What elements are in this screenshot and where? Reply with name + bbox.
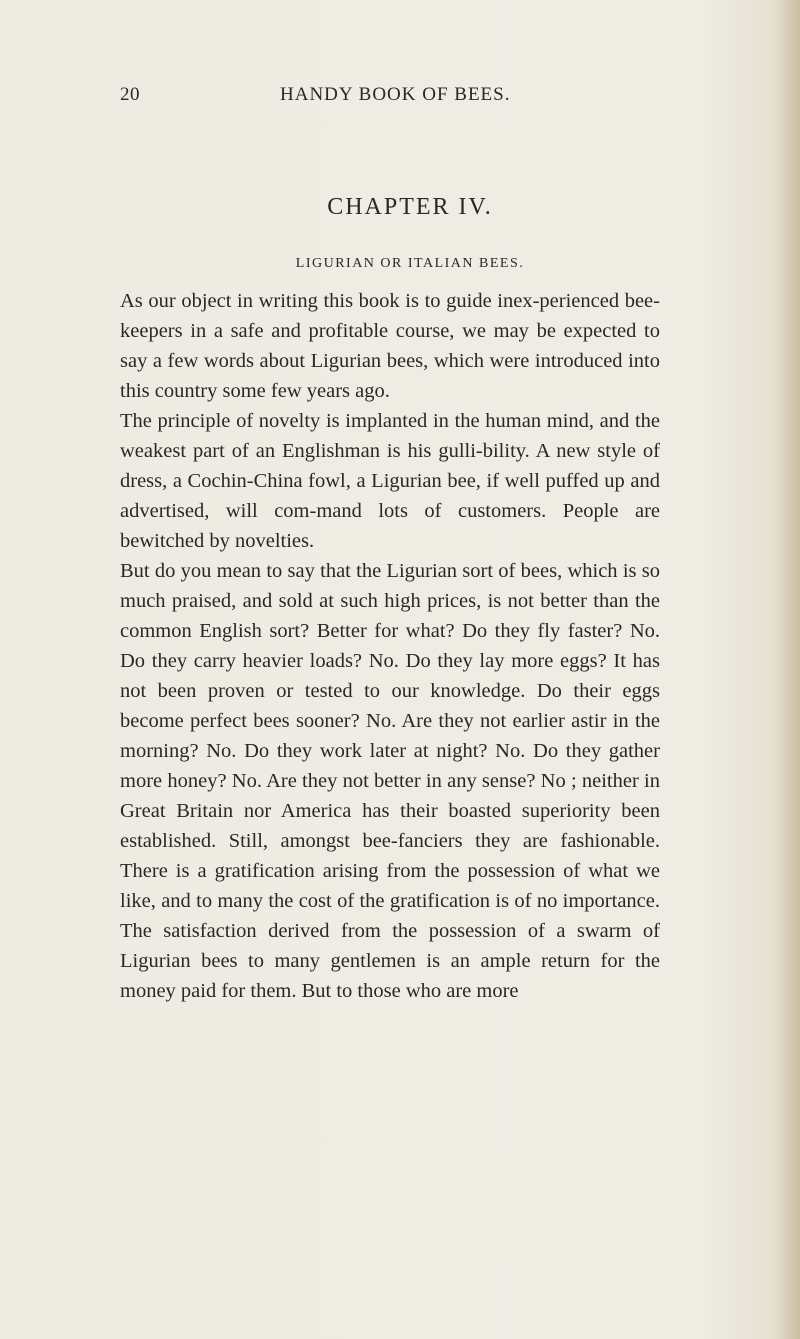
chapter-subtitle: LIGURIAN OR ITALIAN BEES. [295, 256, 525, 271]
running-title: HANDY BOOK OF BEES. [280, 84, 511, 105]
paragraph: The principle of novelty is implanted in the human mind, and the weakest part of an Englishman is his gulli-bility. A new style of dress, a Cochin-China fowl, a Ligurian bee, if well puffed up and advertised, will com-mand lots of customers. People are bewitched by novelties. [120, 410, 660, 552]
chapter-title: CHAPTER IV. [327, 194, 493, 220]
paragraph: As our object in writing this book is to guide inex-perienced bee-keepers in a safe and profitable course, we may be expected to say a few words about Ligurian bees, which were introduced into this country some few years ago. [120, 290, 660, 402]
body-text [120, 286, 660, 1006]
page-number: 20 [120, 84, 140, 105]
paragraph: But do you mean to say that the Ligurian sort of bees, which is so much praised, and sold at such high prices, is not better than the common English sort? Better for what? Do they fly faster? No. Do they carry heavier loads? No. Do they lay more eggs? It has not been proven or tested to our knowledge. Do their eggs become perfect bees sooner? No. Are they not earlier astir in the morning? No. Do they work later at night? No. Do they gather more honey? No. Are they not better in any sense? No ; neither in Great Britain nor America has their boasted superiority been established. Still, amongst bee-fanciers they are fashionable. There is a gratification arising from the possession of what we like, and to many the cost of the gratification is of no importance. The satisfaction derived from the possession of a swarm of Ligurian bees to many gentlemen is an ample return for the money paid for them. But to those who are more [120, 560, 660, 1002]
running-head [120, 84, 660, 114]
